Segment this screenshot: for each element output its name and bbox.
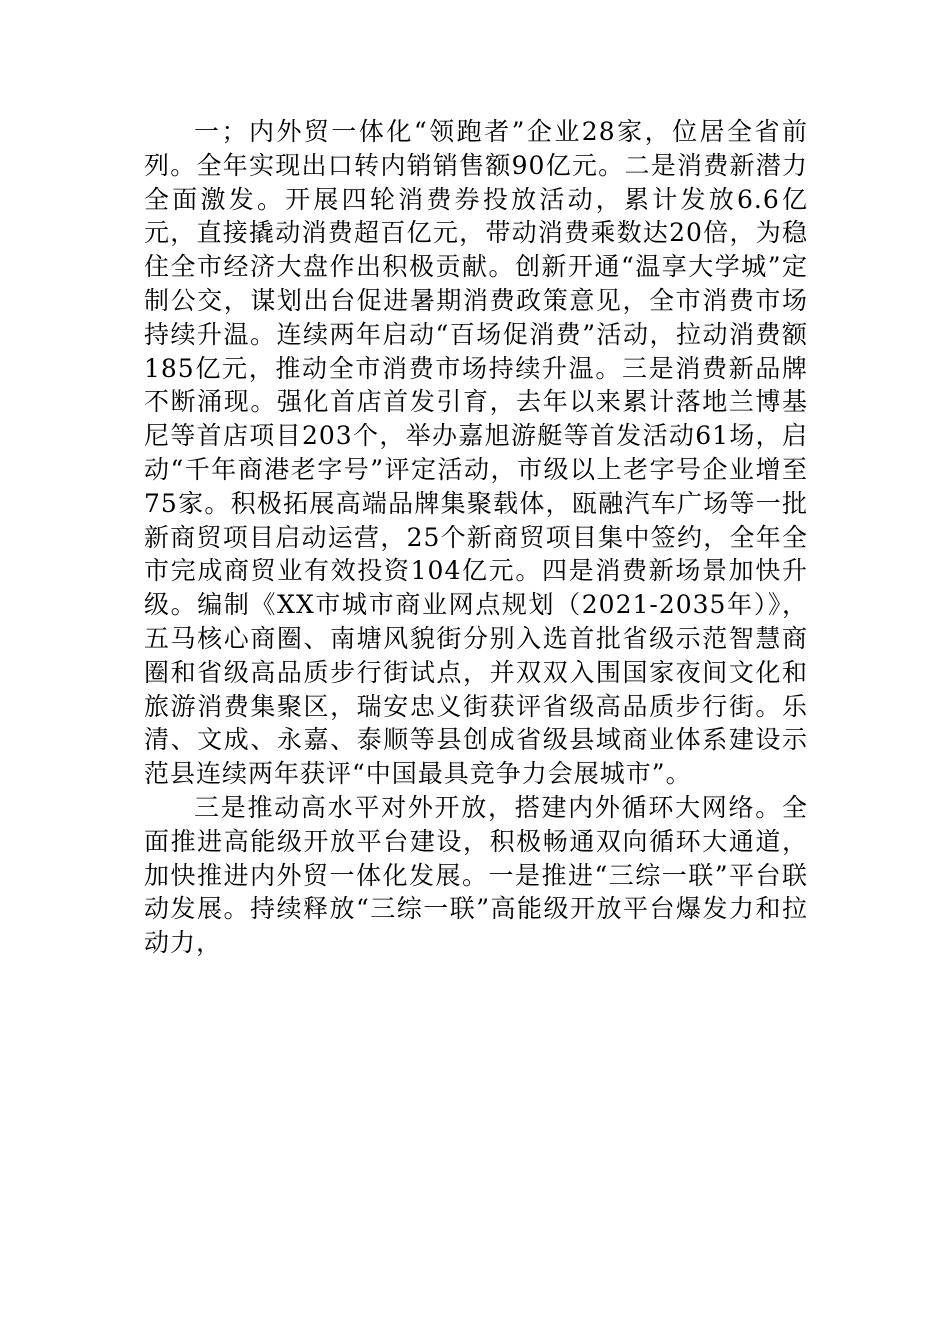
paragraph-1: 一；内外贸一体化“领跑者”企业28家，位居全省前列。全年实现出口转内销销售额90亿元。二是消费新潜力全面激发。开展四轮消费券投放活动，累计发放6.6亿元，直接撬动消费超百亿元，带动消费乘数达20倍，为稳住全市经济大盘作出积极贡献。创新开通“温享大学城”定制公交，谋划出台促进暑期消费政策意见，全市消费市场持续升温。连续两年启动“百场促消费”活动，拉动消费额185亿元，推动全市消费市场持续升温。三是消费新品牌不断涌现。强化首店首发引育，去年以来累计落地兰博基尼等首店项目203个，举办嘉旭游艇等首发活动61场，启动“千年商港老字号”评定活动，市级以上老字号企业增至75家。积极拓展高端品牌集聚载体，瓯融汽车广场等一批新商贸项目启动运营，25个新商贸项目集中签约，全年全市完成商贸业有效投资104亿元。四是消费新场景加快升级。编制《XX市城市商业网点规划（2021-2035年）》，五马核心商圈、南塘风貌街分别入选首批省级示范智慧商圈和省级高品质步行街试点，并双双入围国家夜间文化和旅游消费集聚区，瑞安忠义街获评省级高品质步行街。乐清、文成、永嘉、泰顺等县创成省级县域商业体系建设示范县连续两年获评“中国最具竞争力会展城市”。 [144,117,808,789]
document-body [144,115,808,960]
paragraph-2: 三是推动高水平对外开放，搭建内外循环大网络。全面推进高能级开放平台建设，积极畅通双向循环大通道，加快推进内外贸一体化发展。一是推进“三综一联”平台联动发展。持续释放“三综一联”高能级开放平台爆发力和拉动力， [144,792,808,958]
